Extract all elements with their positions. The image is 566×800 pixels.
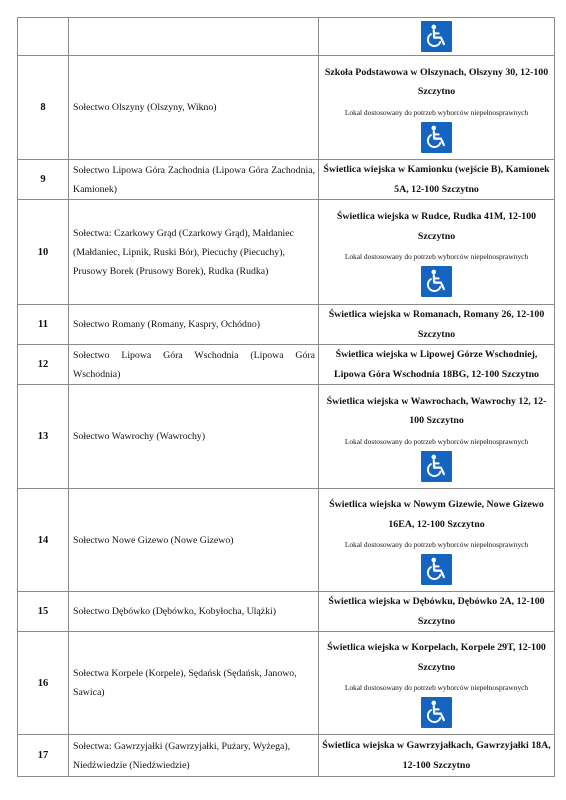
accessibility-icon-wrapper [321, 554, 552, 585]
polling-place-cell [319, 305, 555, 345]
accessibility-icon-wrapper [321, 21, 552, 52]
district-number: 17 [18, 735, 69, 777]
district-number: 9 [18, 160, 69, 200]
accessibility-icon-wrapper [321, 697, 552, 728]
district-number: 12 [18, 345, 69, 385]
district-area: Sołectwo Nowe Gizewo (Nowe Gizewo) [69, 489, 319, 592]
polling-place-address: Świetlica wiejska w Kamionku (wejście B), Kamionek 5A, 12-100 Szczytno [323, 164, 550, 195]
district-number: 11 [18, 305, 69, 345]
polling-districts-table [17, 17, 555, 777]
district-area: Sołectwo Dębówko (Dębówko, Kobyłocha, Ulążki) [69, 592, 319, 632]
polling-place-address: Świetlica wiejska w Wawrochach, Wawrochy 12, 12-100 Szczytno [326, 395, 547, 426]
table-row [18, 200, 555, 305]
district-number: 15 [18, 592, 69, 632]
polling-place-cell [319, 385, 555, 489]
polling-place-cell [319, 200, 555, 305]
district-area: Sołectwa Korpele (Korpele), Sędańsk (Sędańsk, Janowo, Sawica) [69, 632, 319, 735]
table-row [18, 56, 555, 160]
accessibility-note: Lokal dostosowany do potrzeb wyborców niepełnosprawnych [344, 540, 529, 549]
wheelchair-accessibility-icon [421, 451, 452, 482]
polling-place-address: Świetlica wiejska w Gawrzyjałkach, Gawrzyjałki 18A, 12-100 Szczytno [322, 740, 551, 771]
wheelchair-accessibility-icon [421, 21, 452, 52]
table-row [18, 632, 555, 735]
polling-place-address: Świetlica wiejska w Dębówku, Dębówko 2A, 12-100 Szczytno [328, 596, 545, 627]
district-number: 13 [18, 385, 69, 489]
district-area: Sołectwo Lipowa Góra Zachodnia (Lipowa Góra Zachodnia, Kamionek) [69, 160, 319, 200]
table-row [18, 305, 555, 345]
district-number: 8 [18, 56, 69, 160]
district-area [69, 18, 319, 56]
district-area: Sołectwo Wawrochy (Wawrochy) [69, 385, 319, 489]
polling-place-cell [319, 56, 555, 160]
polling-place-address: Szkoła Podstawowa w Olszynach, Olszyny 30, 12-100 Szczytno [324, 66, 549, 97]
polling-place-address: Świetlica wiejska w Nowym Gizewie, Nowe Gizewo 16EA, 12-100 Szczytno [329, 499, 544, 530]
polling-place-cell [319, 489, 555, 592]
district-area: Sołectwo Lipowa Góra Wschodnia (Lipowa Góra Wschodnia) [69, 345, 319, 385]
accessibility-icon-wrapper [321, 122, 552, 153]
polling-place-address: Świetlica wiejska w Lipowej Górze Wschodniej, Lipowa Góra Wschodnia 18BG, 12-100 Szczytno [333, 349, 539, 380]
accessibility-note: Lokal dostosowany do potrzeb wyborców niepełnosprawnych [344, 436, 529, 446]
accessibility-note: Lokal dostosowany do potrzeb wyborców niepełnosprawnych [344, 107, 529, 117]
polling-place-cell [319, 345, 555, 385]
wheelchair-accessibility-icon [421, 122, 452, 153]
table-row [18, 385, 555, 489]
polling-place-address: Świetlica wiejska w Rudce, Rudka 41M, 12-100 Szczytno [336, 211, 537, 242]
wheelchair-accessibility-icon [421, 266, 452, 297]
district-area: Sołectwo Olszyny (Olszyny, Wikno) [69, 56, 319, 160]
district-area: Sołectwo Romany (Romany, Kaspry, Ochódno) [69, 305, 319, 345]
wheelchair-accessibility-icon [421, 697, 452, 728]
district-number [18, 18, 69, 56]
table-row [18, 345, 555, 385]
accessibility-icon-wrapper [321, 266, 552, 297]
district-area: Sołectwa: Czarkowy Grąd (Czarkowy Grąd), Małdaniec (Małdaniec, Lipnik, Ruski Bór), Piecuchy (Piecuchy), Prusowy Borek (Prusowy Borek), Rudka (Rudka) [69, 200, 319, 305]
polling-place-address: Świetlica wiejska w Korpelach, Korpele 29T, 12-100 Szczytno [327, 642, 546, 673]
polling-place-cell [319, 735, 555, 777]
district-number: 10 [18, 200, 69, 305]
table-row [18, 18, 555, 56]
polling-place-cell [319, 632, 555, 735]
wheelchair-accessibility-icon [421, 554, 452, 585]
accessibility-note: Lokal dostosowany do potrzeb wyborców niepełnosprawnych [344, 252, 529, 261]
table-row [18, 735, 555, 777]
table-row [18, 489, 555, 592]
accessibility-icon-wrapper [321, 451, 552, 482]
polling-place-cell [319, 160, 555, 200]
accessibility-note: Lokal dostosowany do potrzeb wyborców niepełnosprawnych [344, 683, 529, 692]
polling-place-cell [319, 18, 555, 56]
district-number: 16 [18, 632, 69, 735]
polling-place-address: Świetlica wiejska w Romanach, Romany 26, 12-100 Szczytno [328, 309, 545, 340]
district-area: Sołectwa: Gawrzyjałki (Gawrzyjałki, Pużary, Wyżega), Niedźwiedzie (Niedźwiedzie) [69, 735, 319, 777]
polling-place-cell [319, 592, 555, 632]
district-number: 14 [18, 489, 69, 592]
table-row [18, 160, 555, 200]
table-row [18, 592, 555, 632]
